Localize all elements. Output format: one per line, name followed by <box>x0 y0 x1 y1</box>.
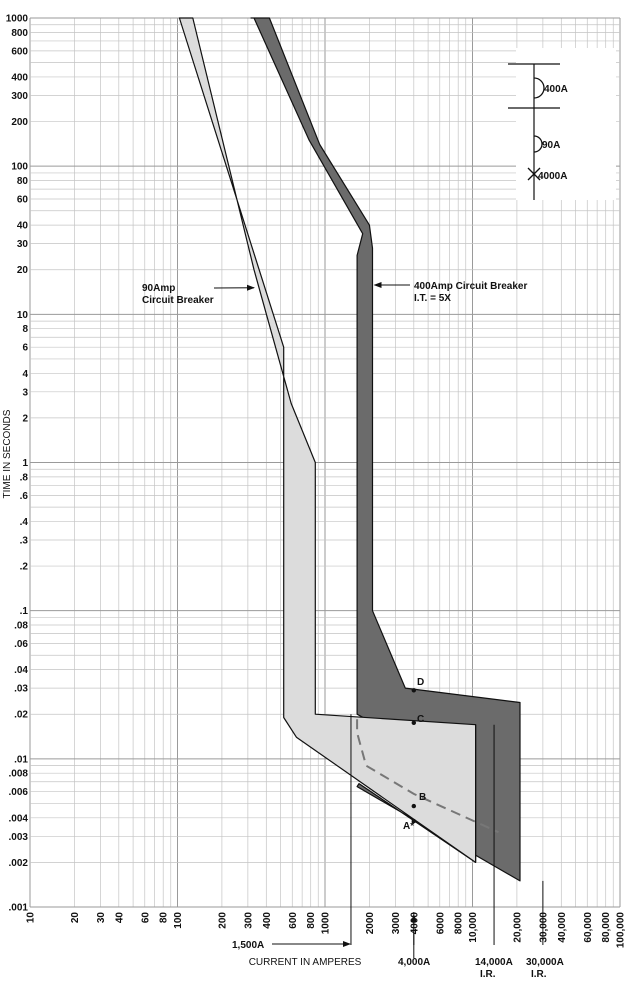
x-tick-label: 40,000 <box>557 912 568 943</box>
x-tick-label: 10,000 <box>468 912 479 943</box>
x-tick-label: 2000 <box>365 912 376 935</box>
y-tick-label: 8 <box>22 324 28 335</box>
annotation-400amp <box>414 281 527 304</box>
x-tick-label: 100,000 <box>616 912 627 949</box>
legend-label-90a: 90A <box>542 140 560 151</box>
point-b <box>412 804 416 808</box>
annotation-400amp-line2: I.T. = 5X <box>414 293 451 304</box>
y-tick-label: .002 <box>9 858 29 869</box>
y-tick-label: .1 <box>20 606 29 617</box>
x-tick-label: 60 <box>140 912 151 924</box>
x-tick-label: 800 <box>306 912 317 929</box>
x-tick-label: 20,000 <box>512 912 523 943</box>
y-tick-label: 4 <box>22 369 28 380</box>
y-tick-label: .6 <box>20 491 29 502</box>
x-tick-label: 300 <box>243 912 254 929</box>
y-tick-label: .06 <box>14 639 28 650</box>
y-tick-label: .02 <box>14 710 28 721</box>
x-tick-label: 100 <box>173 912 184 929</box>
series-layer <box>179 18 520 881</box>
legend <box>508 48 616 200</box>
annotation-400amp-line1: 400Amp Circuit Breaker <box>414 281 527 292</box>
y-tick-label: .2 <box>20 562 29 573</box>
x-tick-label: 60,000 <box>583 912 594 943</box>
marker-sublabel-30000: I.R. <box>531 969 547 980</box>
y-tick-label: .4 <box>20 517 29 528</box>
y-tick-label: .001 <box>9 903 29 914</box>
marker-sublabel-14000: I.R. <box>480 969 496 980</box>
x-tick-label: 200 <box>217 912 228 929</box>
y-tick-label: 30 <box>17 239 29 250</box>
y-tick-label: 1000 <box>6 14 29 25</box>
series-band-90amp <box>179 18 475 862</box>
annotation-90amp-line1: 90Amp <box>142 283 175 294</box>
y-tick-label: 80 <box>17 176 29 187</box>
x-tick-label: 20 <box>70 912 81 924</box>
y-tick-label: .01 <box>14 754 28 765</box>
y-tick-label: 100 <box>11 162 28 173</box>
marker-label-4000: 4,000A <box>398 957 430 968</box>
y-tick-label: 600 <box>11 46 28 57</box>
y-tick-label: .03 <box>14 684 28 695</box>
x-tick-label: 40 <box>114 912 125 924</box>
y-tick-label: .3 <box>20 535 29 546</box>
legend-label-4000a: 4000A <box>538 171 567 182</box>
y-tick-label: 200 <box>11 117 28 128</box>
y-tick-label: .004 <box>9 813 29 824</box>
point-d <box>412 688 416 692</box>
y-tick-label: 40 <box>17 221 29 232</box>
point-label-d: D <box>417 677 424 688</box>
x-tick-label: 4000 <box>409 912 420 935</box>
point-label-a: A* <box>403 821 414 832</box>
y-tick-label: .04 <box>14 665 28 676</box>
x-tick-label: 8000 <box>454 912 465 935</box>
y-tick-label: 400 <box>11 72 28 83</box>
annotation-90amp-line2: Circuit Breaker <box>142 295 214 306</box>
y-tick-label: .8 <box>20 472 29 483</box>
x-tick-label: 6000 <box>435 912 446 935</box>
y-tick-label: .008 <box>9 769 29 780</box>
x-tick-label: 3000 <box>391 912 402 935</box>
point-c <box>412 721 416 725</box>
x-tick-label: 400 <box>262 912 273 929</box>
y-tick-label: 10 <box>17 310 29 321</box>
point-label-c: C <box>417 714 424 725</box>
x-tick-label: 10 <box>26 912 37 924</box>
x-tick-label: 30 <box>96 912 107 924</box>
x-tick-label: 80 <box>159 912 170 924</box>
y-axis-title: TIME IN SECONDS <box>2 409 13 498</box>
y-tick-label: 1 <box>22 458 28 469</box>
x-tick-label: 1000 <box>321 912 332 935</box>
x-tick-label: 80,000 <box>601 912 612 943</box>
marker-label-1500: 1,500A <box>232 940 264 951</box>
x-tick-label: 600 <box>288 912 299 929</box>
y-tick-label: .003 <box>9 832 29 843</box>
x-tick-label: 30,000 <box>538 912 549 943</box>
y-tick-label: 2 <box>22 413 28 424</box>
y-tick-label: 300 <box>11 91 28 102</box>
y-tick-label: 60 <box>17 195 29 206</box>
y-tick-label: 3 <box>22 387 28 398</box>
point-label-b: B <box>419 792 426 803</box>
legend-label-400a: 400A <box>544 84 568 95</box>
marker-label-14000: 14,000A <box>475 957 513 968</box>
y-tick-label: .006 <box>9 787 29 798</box>
y-tick-label: 20 <box>17 265 29 276</box>
y-tick-label: 800 <box>11 28 28 39</box>
y-tick-label: .08 <box>14 621 28 632</box>
x-axis-title: CURRENT IN AMPERES <box>249 957 362 968</box>
marker-label-30000: 30,000A <box>526 957 564 968</box>
y-tick-label: 6 <box>22 343 28 354</box>
